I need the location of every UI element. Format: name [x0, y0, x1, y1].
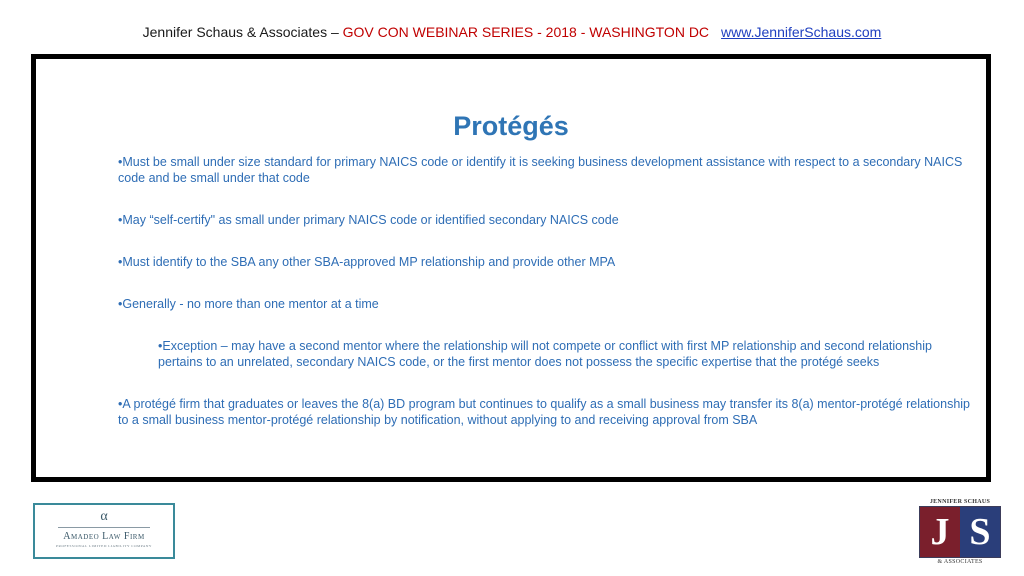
js-letter-j: J	[920, 507, 960, 557]
page-header	[0, 24, 1024, 40]
header-series-title: GOV CON WEBINAR SERIES - 2018 - WASHINGTON DC	[342, 24, 710, 40]
alpha-icon: α	[100, 509, 108, 524]
amadeo-law-firm-logo	[33, 503, 175, 559]
bullet-item: •Must identify to the SBA any other SBA-approved MP relationship and provide other MPA	[118, 255, 616, 269]
logo-divider	[58, 527, 150, 528]
js-monogram	[919, 506, 1001, 558]
bullet-item: •A protégé firm that graduates or leaves the 8(a) BD program but continues to qualify as a small business may transfer its 8(a) mentor-protégé relationship to a small business mentor-protégé relationship by notification, without applying to and receiving approval from SBA	[118, 397, 971, 427]
sub-bullet-item: •Exception – may have a second mentor where the relationship will not compete or conflict with first MP relationship and second relationship pertains to an unrelated, secondary NAICS code, or the first mentor does not possess the specific expertise that the protégé seeks	[158, 339, 932, 369]
amadeo-tagline: PROFESSIONAL LIMITED LIABILITY COMPANY	[56, 544, 152, 548]
bullet-item: •May “self-certify" as small under primary NAICS code or identified secondary NAICS code	[118, 213, 619, 227]
bullet-item: •Must be small under size standard for primary NAICS code or identify it is seeking business development assistance with respect to a secondary NAICS code and be small under that code	[118, 155, 963, 185]
amadeo-firm-name: Amadeo Law Firm	[63, 531, 145, 542]
slide-frame	[31, 54, 991, 482]
js-logo-bottom-text: & ASSOCIATES	[937, 559, 983, 565]
bullet-list	[118, 154, 980, 454]
header-website-link[interactable]: www.JenniferSchaus.com	[721, 24, 882, 40]
bullet-item: •Generally - no more than one mentor at a time	[118, 297, 379, 311]
slide-title: Protégés	[453, 111, 569, 141]
js-logo-top-text: JENNIFER SCHAUS	[929, 499, 991, 505]
js-letter-s: S	[960, 507, 1000, 557]
header-org-name: Jennifer Schaus & Associates –	[142, 24, 343, 40]
jennifer-schaus-logo	[918, 498, 1002, 564]
